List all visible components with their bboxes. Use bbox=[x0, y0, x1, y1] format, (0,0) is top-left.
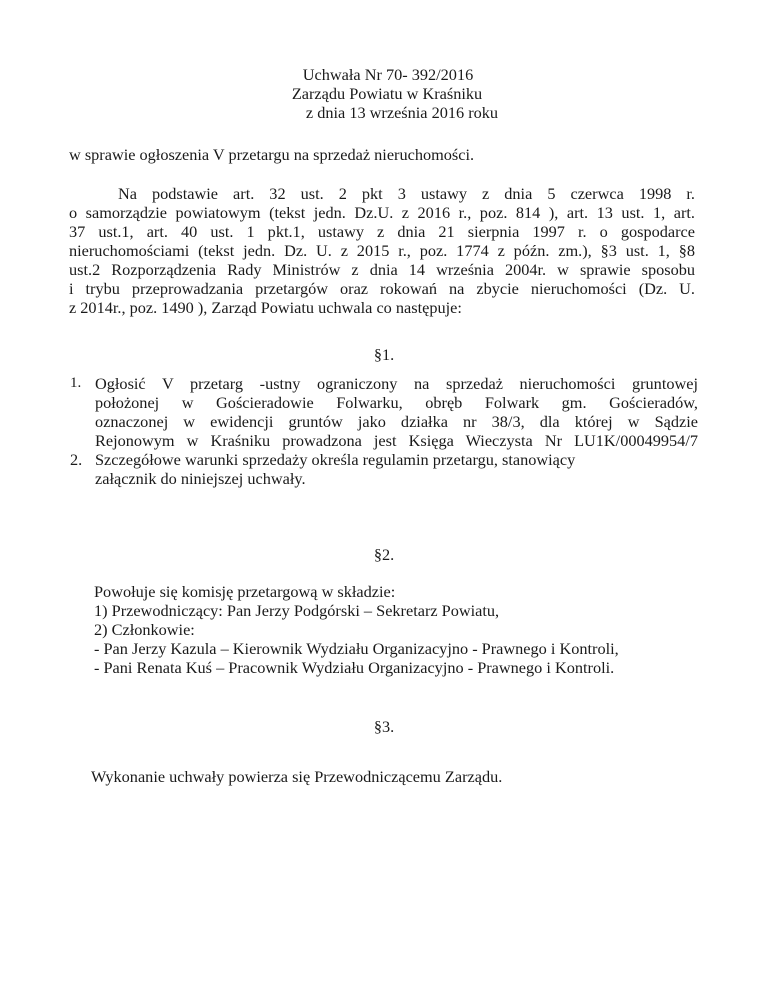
issuing-body: Zarządu Powiatu w Kraśniku bbox=[291, 84, 483, 103]
resolution-date: z dnia 13 września 2016 roku bbox=[305, 103, 499, 122]
resolution-header bbox=[0, 65, 768, 122]
list-item bbox=[70, 450, 698, 488]
preamble-line: Na podstawie art. 32 ust. 2 pkt 3 ustawy z dnia 5 czerwca 1998 r. bbox=[118, 184, 695, 203]
list-item-line: położonej w Gościeradowie Folwarku, obręb Folwark gm. Gościeradów, bbox=[95, 393, 698, 412]
committee-intro: Powołuje się komisję przetargową w składzie: bbox=[94, 582, 396, 601]
list-item-line: Szczegółowe warunki sprzedaży określa regulamin przetargu, stanowiący bbox=[95, 450, 576, 469]
resolution-number: Uchwała Nr 70- 392/2016 bbox=[302, 65, 474, 84]
execution-clause: Wykonanie uchwały powierza się Przewodniczącemu Zarządu. bbox=[91, 767, 503, 786]
list-item-line: oznaczonej w ewidencji gruntów jako działka nr 38/3, dla której w Sądzie bbox=[95, 412, 698, 431]
list-item-line: Rejonowym w Kraśniku prowadzona jest Księga Wieczysta Nr LU1K/00049954/7 bbox=[95, 431, 698, 450]
section-1-heading: §1. bbox=[373, 345, 395, 364]
committee-composition bbox=[94, 582, 619, 677]
section-2-heading: §2. bbox=[373, 545, 395, 564]
section-1-list bbox=[70, 374, 698, 488]
preamble-line: 37 ust.1, art. 40 ust. 1 pkt.1, ustawy z dnia 21 sierpnia 1997 r. o gospodarce bbox=[69, 222, 695, 241]
committee-chair: 1) Przewodniczący: Pan Jerzy Podgórski – Sekretarz Powiatu, bbox=[94, 601, 500, 620]
preamble-line: nieruchomościami (tekst jedn. Dz. U. z 2015 r., poz. 1774 z późn. zm.), §3 ust. 1, §8 bbox=[69, 241, 695, 260]
list-item-number: 1. bbox=[70, 375, 82, 391]
preamble-line: o samorządzie powiatowym (tekst jedn. Dz.U. z 2016 r., poz. 814 ), art. 13 ust. 1, art. bbox=[69, 203, 695, 222]
committee-member: - Pan Jerzy Kazula – Kierownik Wydziału Organizacyjno - Prawnego i Kontroli, bbox=[94, 639, 619, 658]
committee-members-label: 2) Członkowie: bbox=[94, 620, 195, 639]
legal-basis-paragraph bbox=[69, 184, 695, 317]
list-item-number: 2. bbox=[70, 450, 83, 469]
resolution-subject: w sprawie ogłoszenia V przetargu na sprzedaż nieruchomości. bbox=[69, 145, 475, 164]
list-item-line: załącznik do niniejszej uchwały. bbox=[95, 469, 306, 488]
committee-member: - Pani Renata Kuś – Pracownik Wydziału Organizacyjno - Prawnego i Kontroli. bbox=[94, 658, 615, 677]
preamble-line: i trybu przeprowadzania przetargów oraz rokowań na zbycie nieruchomości (Dz. U. bbox=[69, 279, 695, 298]
list-item-line: Ogłosić V przetarg -ustny ograniczony na sprzedaż nieruchomości gruntowej bbox=[95, 374, 698, 393]
preamble-line: ust.2 Rozporządzenia Rady Ministrów z dnia 14 września 2004r. w sprawie sposobu bbox=[69, 260, 695, 279]
preamble-line: z 2014r., poz. 1490 ), Zarząd Powiatu uchwala co następuje: bbox=[69, 298, 462, 317]
list-item bbox=[70, 374, 698, 450]
section-3-heading: §3. bbox=[373, 717, 395, 736]
